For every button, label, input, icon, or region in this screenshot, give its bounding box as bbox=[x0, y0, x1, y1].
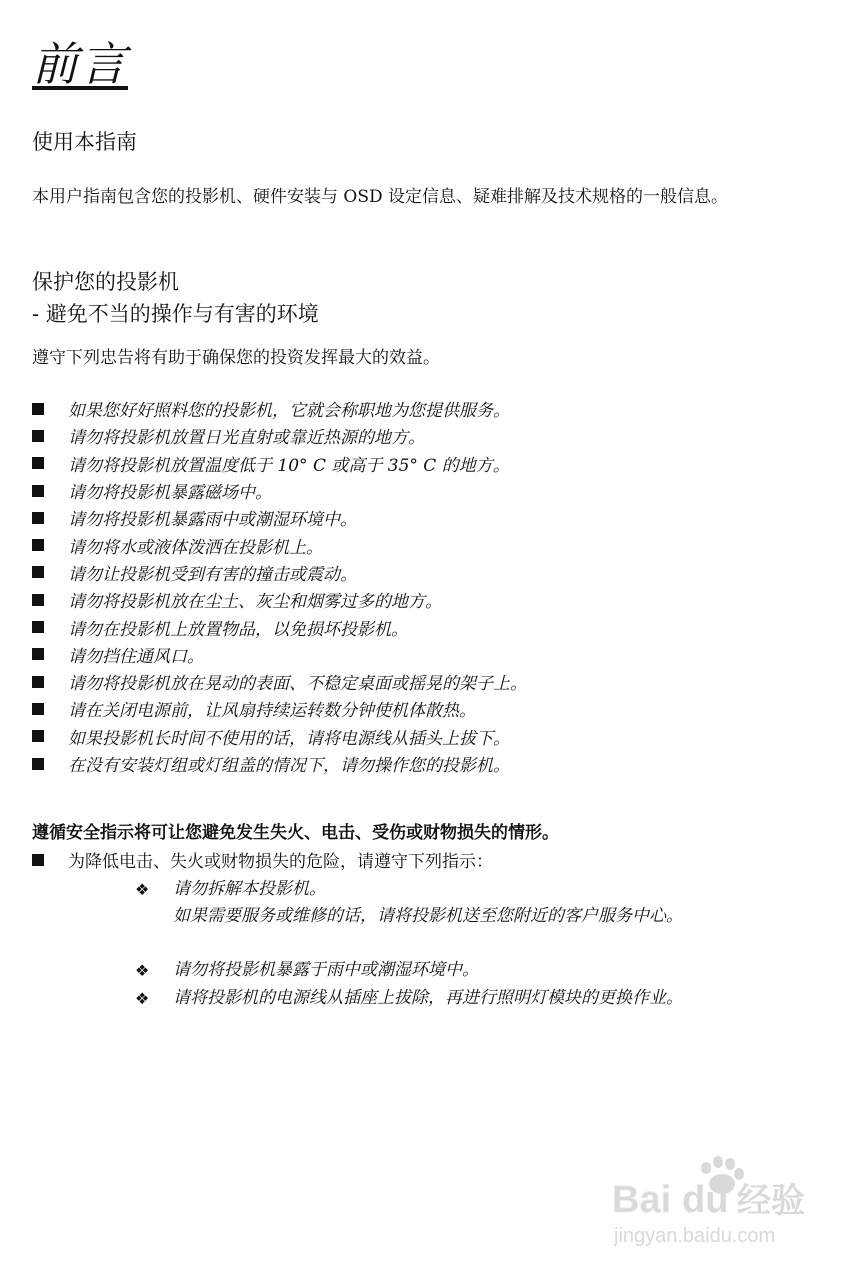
list-item: 请勿将水或液体泼洒在投影机上。 bbox=[32, 531, 527, 558]
square-bullet-icon bbox=[32, 758, 44, 770]
square-bullet-icon bbox=[32, 539, 44, 551]
section-heading-guide: 使用本指南 bbox=[32, 130, 137, 154]
list-item: 请勿将投影机放在晃动的表面、不稳定桌面或摇晃的架子上。 bbox=[32, 668, 527, 695]
square-bullet-icon bbox=[32, 854, 44, 866]
square-bullet-icon bbox=[32, 703, 44, 715]
list-item: 请勿在投影机上放置物品，以免损坏投影机。 bbox=[32, 613, 527, 640]
list-item: 请勿将投影机放置温度低于 10° C 或高于 35° C 的地方。 bbox=[32, 450, 527, 477]
square-bullet-icon bbox=[32, 676, 44, 688]
square-bullet-icon bbox=[32, 621, 44, 633]
list-item: 如果投影机长时间不使用的话，请将电源线从插头上拔下。 bbox=[32, 723, 527, 750]
diamond-bullet-icon: ❖ bbox=[135, 961, 150, 980]
safety-heading: 遵循安全指示将可让您避免发生失火、电击、受伤或财物损失的情形。 bbox=[32, 823, 559, 843]
list-item: 请在关闭电源前，让风扇持续运转数分钟使机体散热。 bbox=[32, 695, 527, 722]
sub-list-item: ❖ 请勿拆解本投影机。 如果需要服务或维修的话，请将投影机送至您附近的客户服务中心。 bbox=[135, 876, 735, 930]
list-item: 请勿让投影机受到有害的撞击或震动。 bbox=[32, 559, 527, 586]
section-heading-protect: 保护您的投影机 bbox=[32, 270, 179, 294]
square-bullet-icon bbox=[32, 457, 44, 469]
sub-list-item: ❖ 请勿将投影机暴露于雨中或潮湿环境中。 bbox=[135, 957, 735, 984]
page-title: 前言 bbox=[32, 37, 128, 91]
square-bullet-icon bbox=[32, 512, 44, 524]
square-bullet-icon bbox=[32, 566, 44, 578]
square-bullet-icon bbox=[32, 730, 44, 742]
square-bullet-icon bbox=[32, 648, 44, 660]
svg-text:jingyan.baidu.com: jingyan.baidu.com bbox=[614, 1225, 776, 1247]
protect-intro: 遵守下列忠告将有助于确保您的投资发挥最大的效益。 bbox=[32, 348, 440, 368]
list-item: 请勿将投影机放置日光直射或靠近热源的地方。 bbox=[32, 422, 527, 449]
diamond-bullet-icon: ❖ bbox=[135, 880, 150, 899]
square-bullet-icon bbox=[32, 430, 44, 442]
list-item: 请勿将投影机放在尘土、灰尘和烟雾过多的地方。 bbox=[32, 586, 527, 613]
section-subheading-environment: - 避免不当的操作与有害的环境 bbox=[32, 302, 319, 326]
list-item: 请勿将投影机暴露雨中或潮湿环境中。 bbox=[32, 504, 527, 531]
list-item: 请勿将投影机暴露磁场中。 bbox=[32, 477, 527, 504]
list-item: 为降低电击、失火或财物损失的危险，请遵守下列指示： bbox=[32, 847, 493, 872]
square-bullet-icon bbox=[32, 594, 44, 606]
svg-text:经验: 经验 bbox=[737, 1181, 805, 1221]
diamond-bullet-icon: ❖ bbox=[135, 989, 150, 1008]
guide-paragraph: 本用户指南包含您的投影机、硬件安装与 OSD 设定信息、疑难排解及技术规格的一般信息。 bbox=[32, 187, 729, 207]
square-bullet-icon bbox=[32, 485, 44, 497]
list-item: 如果您好好照料您的投影机，它就会称职地为您提供服务。 bbox=[32, 395, 527, 422]
list-item: 在没有安装灯组或灯组盖的情况下，请勿操作您的投影机。 bbox=[32, 750, 527, 777]
baidu-watermark-logo bbox=[612, 1150, 842, 1250]
sub-list-item: ❖ 请将投影机的电源线从插座上拔除，再进行照明灯模块的更换作业。 bbox=[135, 985, 735, 1012]
square-bullet-icon bbox=[32, 403, 44, 415]
list-item: 请勿挡住通风口。 bbox=[32, 641, 527, 668]
precaution-list bbox=[32, 395, 527, 777]
svg-text:du: du bbox=[682, 1179, 729, 1221]
svg-text:Bai: Bai bbox=[612, 1179, 672, 1221]
